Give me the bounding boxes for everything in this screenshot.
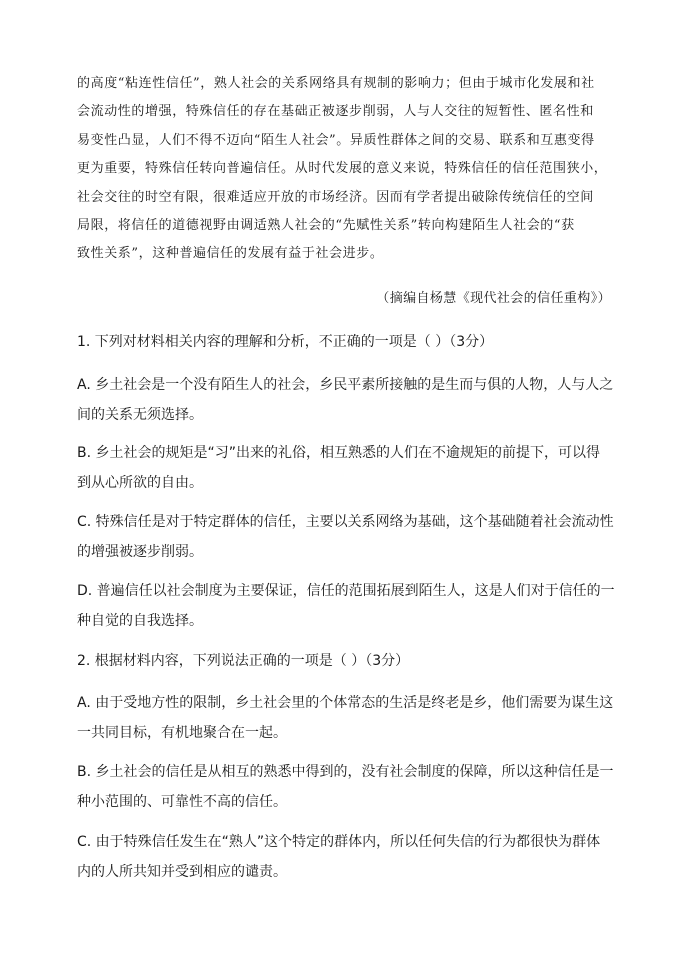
passage-line: 易变性凸显，人们不得不迈向“陌生人社会”。异质性群体之间的交易、联系和互惠变得	[77, 132, 595, 148]
option-line: 到从心所欲的自由。	[77, 475, 203, 491]
passage-line: 局限，将信任的道德视野由调适熟人社会的“先赋性关系”转向构建陌生人社会的“获	[77, 217, 575, 233]
passage-line: 致性关系”，这种普遍信任的发展有益于社会进步。	[77, 246, 384, 262]
passage-line: 会流动性的增强，特殊信任的存在基础正被逐步削弱，人与人交往的短暂性、匿名性和	[77, 104, 594, 120]
option-line: D. 普遍信任以社会制度为主要保证，信任的范围拓展到陌生人，这是人们对于信任的一	[77, 583, 615, 599]
question-1-option-c	[77, 507, 617, 567]
passage-line: 社会交往的时空有限，很难适应开放的市场经济。因而有学者提出破除传统信任的空间	[77, 189, 594, 205]
source-citation: （摘编自杨慧《现代社会的信任重构》）	[376, 291, 611, 306]
question-1-option-b	[77, 438, 617, 498]
option-line: 内的人所共知并受到相应的谴责。	[77, 864, 287, 880]
question-1-option-d	[77, 576, 617, 636]
option-line: B. 乡土社会的信任是从相互的熟悉中得到的，没有社会制度的保障，所以这种信任是一	[77, 764, 614, 780]
question-2-option-c	[77, 827, 617, 887]
option-line: 种小范围的、可靠性不高的信任。	[77, 794, 287, 810]
option-line: 间的关系无须选择。	[77, 407, 203, 423]
option-line: B. 乡土社会的规矩是“习”出来的礼俗，相互熟悉的人们在不逾规矩的前提下，可以得	[77, 445, 601, 461]
question-1-option-a	[77, 370, 617, 430]
question-stem: 2. 根据材料内容，下列说法正确的一项是（ ）（3分）	[77, 653, 410, 669]
question-2-option-b	[77, 757, 617, 817]
question-stem: 1. 下列对材料相关内容的理解和分析，不正确的一项是（ ）（3分）	[77, 334, 494, 350]
option-line: 种自觉的自我选择。	[77, 613, 203, 629]
passage-line: 更为重要，特殊信任转向普遍信任。从时代发展的意义来说，特殊信任的信任范围狭小，	[77, 161, 608, 177]
passage-text	[77, 70, 617, 269]
question-2-stem	[77, 646, 617, 676]
question-2-option-a	[77, 688, 617, 748]
question-1-stem	[77, 327, 617, 357]
option-line: C. 由于特殊信任发生在“熟人”这个特定的群体内，所以任何失信的行为都很快为群体	[77, 834, 601, 850]
passage-line: 的高度“粘连性信任”，熟人社会的关系网络具有规制的影响力；但由于城市化发展和社	[77, 76, 595, 91]
option-line: 一共同目标，有机地聚合在一起。	[77, 725, 287, 741]
option-line: A. 乡土社会是一个没有陌生人的社会，乡民平素所接触的是生而与俱的人物，人与人之	[77, 377, 614, 393]
option-line: 的增强被逐步削弱。	[77, 544, 203, 560]
option-line: A. 由于受地方性的限制，乡土社会里的个体常态的生活是终老是乡，他们需要为谋生这	[77, 695, 614, 711]
option-line: C. 特殊信任是对于特定群体的信任，主要以关系网络为基础，这个基础随着社会流动性	[77, 514, 614, 530]
